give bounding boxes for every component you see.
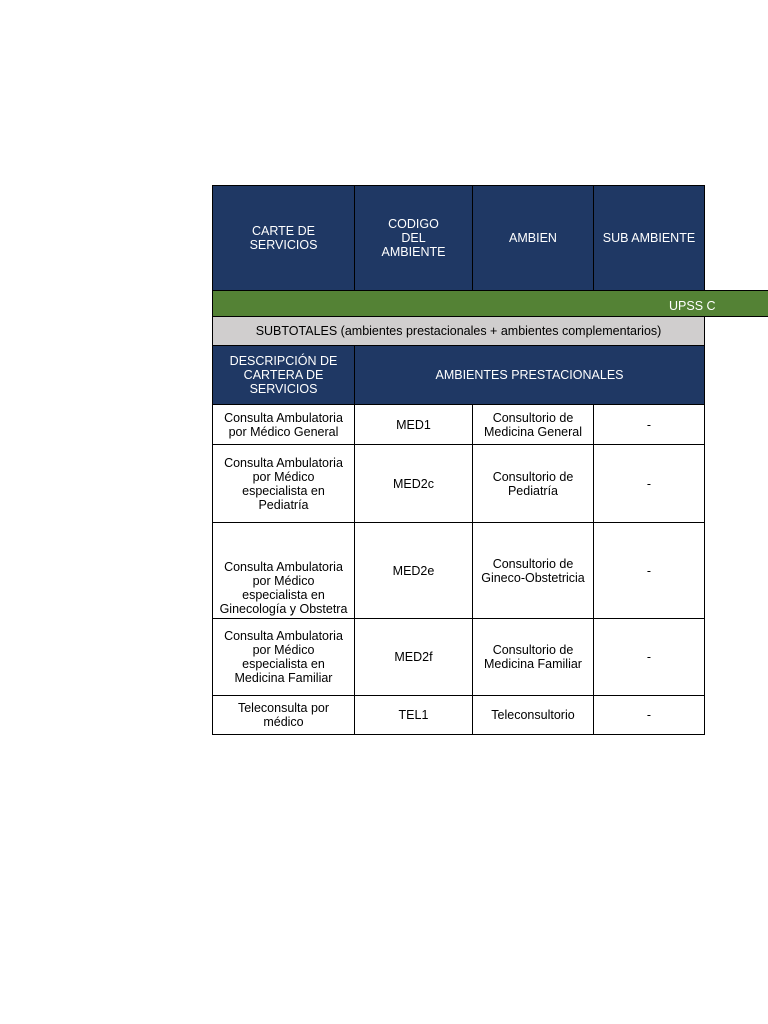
subheader-descripcion-cartera: DESCRIPCIÓN DE CARTERA DE SERVICIOS [212, 345, 355, 405]
header-ambiente: AMBIEN [472, 185, 594, 291]
header-carte-de-servicios: CARTE DE SERVICIOS [212, 185, 355, 291]
header-codigo-del-ambiente: CODIGO DEL AMBIENTE [354, 185, 473, 291]
table-row-3-code: MED2e [354, 522, 473, 619]
table-row-1-ambiente: Consultorio de Medicina General [472, 404, 594, 445]
table-row-4-service: Consulta Ambulatoria por Médico especialista en Medicina Familiar [212, 618, 355, 696]
table-row-1-service: Consulta Ambulatoria por Médico General [212, 404, 355, 445]
table-row-3-sub: - [593, 522, 705, 619]
table-row-1-code: MED1 [354, 404, 473, 445]
table-row-5-ambiente: Teleconsultorio [472, 695, 594, 735]
subtotals-band: SUBTOTALES (ambientes prestacionales + ambientes complementarios) [212, 316, 705, 346]
table-row-3-ambiente: Consultorio de Gineco-Obstetricia [472, 522, 594, 619]
table-row-4-sub: - [593, 618, 705, 696]
table-row-4-code: MED2f [354, 618, 473, 696]
subheader-ambientes-prestacionales: AMBIENTES PRESTACIONALES [354, 345, 705, 405]
table-row-2-service: Consulta Ambulatoria por Médico especialista en Pediatría [212, 444, 355, 523]
table-row-5-code: TEL1 [354, 695, 473, 735]
table-row-2-sub: - [593, 444, 705, 523]
table-row-2-code: MED2c [354, 444, 473, 523]
table-row-5-service: Teleconsulta por médico [212, 695, 355, 735]
upss-band [212, 290, 768, 317]
table-row-2-ambiente: Consultorio de Pediatría [472, 444, 594, 523]
table-row-4-ambiente: Consultorio de Medicina Familiar [472, 618, 594, 696]
upss-band-label: UPSS C [669, 299, 716, 313]
table-row-1-sub: - [593, 404, 705, 445]
table-row-3-service: Consulta Ambulatoria por Médico especialista en Ginecología y Obstetra [212, 522, 355, 619]
header-sub-ambiente: SUB AMBIENTE [593, 185, 705, 291]
table-row-5-sub: - [593, 695, 705, 735]
